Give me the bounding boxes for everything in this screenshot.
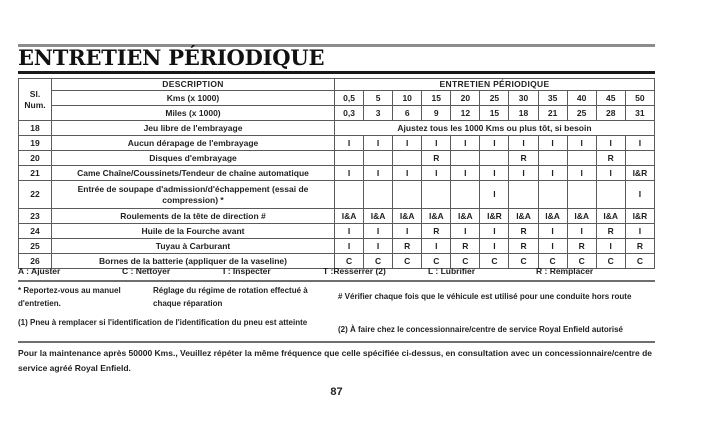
table-row [19, 151, 655, 166]
row-interval-cell: I [480, 239, 509, 254]
row-interval-cell: I [480, 181, 509, 209]
row-interval-cell: I [364, 224, 393, 239]
interval-value: 6 [393, 106, 422, 121]
row-interval-cell: I [451, 136, 480, 151]
unit-label: Miles (x 1000) [52, 106, 335, 121]
interval-value: 30 [509, 91, 538, 106]
row-description: Bornes de la batterie (appliquer de la vaseline) [52, 254, 335, 269]
interval-value: 35 [538, 91, 567, 106]
row-interval-cell: I [393, 224, 422, 239]
row-interval-cell: I&A [509, 209, 538, 224]
row-interval-cell: I [422, 239, 451, 254]
interval-value: 45 [596, 91, 625, 106]
row-interval-cell [567, 151, 596, 166]
row-interval-cell: I [538, 136, 567, 151]
table-row [19, 121, 655, 136]
row-interval-cell: I [364, 239, 393, 254]
row-interval-cell [625, 151, 654, 166]
row-interval-cell [451, 181, 480, 209]
row-interval-cell: R [596, 224, 625, 239]
row-interval-cell [335, 151, 364, 166]
row-interval-cell: I [596, 166, 625, 181]
interval-value: 15 [480, 106, 509, 121]
row-interval-cell: C [509, 254, 538, 269]
row-sl-num: 24 [19, 224, 52, 239]
interval-value: 50 [625, 91, 654, 106]
row-interval-cell: I [538, 224, 567, 239]
row-interval-cell [364, 181, 393, 209]
footnotes-bottom-rule [18, 341, 655, 343]
page-title: ENTRETIEN PÉRIODIQUE [18, 45, 325, 70]
row-interval-cell: R [422, 224, 451, 239]
row-description: Jeu libre de l'embrayage [52, 121, 335, 136]
row-interval-cell: C [393, 254, 422, 269]
row-description: Entrée de soupape d'admission/d'échappement (essai de compression) * [52, 181, 335, 209]
table-row [19, 239, 655, 254]
row-interval-cell: R [509, 239, 538, 254]
row-sl-num: 20 [19, 151, 52, 166]
footnote-asterisk: * Reportez-vous au manuel d'entretien. [18, 286, 121, 308]
row-interval-cell: I [567, 224, 596, 239]
interval-value: 25 [567, 106, 596, 121]
row-interval-cell: R [567, 239, 596, 254]
column-header-description: DESCRIPTION [52, 79, 335, 91]
legend-item-2: I : Inspecter [223, 266, 271, 276]
row-interval-cell: R [625, 239, 654, 254]
row-interval-cell: I [567, 166, 596, 181]
row-interval-cell [480, 151, 509, 166]
footnote-1: (1) Pneu à remplacer si l'identification de l'identification du pneu est atteinte [18, 318, 308, 327]
row-interval-cell: I&A [393, 209, 422, 224]
row-interval-cell: I [480, 224, 509, 239]
row-interval-cell: C [567, 254, 596, 269]
periodic-maintenance-table [18, 78, 655, 269]
row-interval-cell: R [509, 151, 538, 166]
legend-row [18, 264, 655, 280]
legend-item-4: L : Lubrifier [428, 266, 476, 276]
row-interval-cell [538, 181, 567, 209]
interval-value: 40 [567, 91, 596, 106]
row-sl-num: 23 [19, 209, 52, 224]
table-row [19, 181, 655, 209]
row-sl-num: 18 [19, 121, 52, 136]
table-row [19, 136, 655, 151]
row-interval-cell: I [451, 166, 480, 181]
row-interval-cell: C [538, 254, 567, 269]
row-interval-cell: I&A [538, 209, 567, 224]
row-interval-cell: R [393, 239, 422, 254]
row-interval-cell [567, 181, 596, 209]
row-interval-cell: I&A [451, 209, 480, 224]
interval-value: 25 [480, 91, 509, 106]
row-interval-cell: I [625, 136, 654, 151]
row-description: Disques d'embrayage [52, 151, 335, 166]
interval-value: 12 [451, 106, 480, 121]
row-interval-cell: I [393, 136, 422, 151]
row-interval-cell: I&A [567, 209, 596, 224]
interval-value: 9 [422, 106, 451, 121]
row-interval-cell: I [422, 166, 451, 181]
interval-value: 5 [364, 91, 393, 106]
row-interval-cell: C [335, 254, 364, 269]
row-interval-cell: I [625, 224, 654, 239]
column-header-sl-num: Sl. Num. [19, 79, 52, 121]
row-interval-cell: C [596, 254, 625, 269]
row-interval-cell: I [335, 166, 364, 181]
row-interval-cell: I [393, 166, 422, 181]
row-interval-cell: I&R [625, 209, 654, 224]
row-interval-cell: C [364, 254, 393, 269]
interval-value: 21 [538, 106, 567, 121]
row-interval-cell: C [625, 254, 654, 269]
closing-note: Pour la maintenance après 50000 Kms., Veuillez répéter la même fréquence que celle spécifiée ci-dessus, en consultation avec un concessionnaire/centre de service agréé Royal Enfield. [18, 348, 652, 373]
row-interval-cell: I&A [364, 209, 393, 224]
row-interval-cell: C [451, 254, 480, 269]
row-interval-cell: I&R [625, 166, 654, 181]
row-interval-cell: R [509, 224, 538, 239]
legend-item-5: R : Remplacer [536, 266, 594, 276]
row-interval-cell: I [538, 239, 567, 254]
interval-value: 3 [364, 106, 393, 121]
row-description: Came Chaîne/Coussinets/Tendeur de chaîne automatique [52, 166, 335, 181]
footnote-rpm: Réglage du régime de rotation effectué à chaque réparation [153, 286, 308, 308]
title-bottom-rule [18, 71, 655, 74]
row-interval-cell [393, 181, 422, 209]
footnote-2: (2) À faire chez le concessionnaire/centre de service Royal Enfield autorisé [338, 325, 623, 334]
row-interval-cell: I [480, 166, 509, 181]
interval-value: 15 [422, 91, 451, 106]
row-interval-cell [393, 151, 422, 166]
row-interval-cell: I [335, 224, 364, 239]
row-interval-cell: I [335, 136, 364, 151]
row-interval-cell [422, 181, 451, 209]
legend-item-1: C : Nettoyer [122, 266, 171, 276]
row-sl-num: 19 [19, 136, 52, 151]
unit-row-kms [19, 91, 655, 106]
row-interval-cell: I [596, 136, 625, 151]
row-interval-cell: I [364, 166, 393, 181]
table-row [19, 209, 655, 224]
row-interval-cell [451, 151, 480, 166]
column-header-periodic-maintenance: ENTRETIEN PÉRIODIQUE [335, 79, 655, 91]
row-interval-cell: I [509, 166, 538, 181]
interval-value: 0,5 [335, 91, 364, 106]
legend-item-3: T :Resserrer (2) [323, 266, 386, 276]
row-interval-cell: R [451, 239, 480, 254]
interval-value: 18 [509, 106, 538, 121]
unit-label: Kms (x 1000) [52, 91, 335, 106]
row-interval-cell: R [422, 151, 451, 166]
row-interval-cell [538, 151, 567, 166]
interval-value: 0,3 [335, 106, 364, 121]
row-interval-cell [596, 181, 625, 209]
row-interval-cell: I [625, 181, 654, 209]
row-interval-cell: C [422, 254, 451, 269]
row-interval-cell: I [596, 239, 625, 254]
row-sl-num: 22 [19, 181, 52, 209]
row-interval-cell [364, 151, 393, 166]
row-sl-num: 21 [19, 166, 52, 181]
legend-item-0: A : Ajuster [18, 266, 61, 276]
interval-value: 10 [393, 91, 422, 106]
row-description: Roulements de la tête de direction # [52, 209, 335, 224]
table-header-row [19, 79, 655, 91]
row-interval-cell: I [422, 136, 451, 151]
table-row [19, 166, 655, 181]
row-description: Tuyau à Carburant [52, 239, 335, 254]
row-interval-cell: C [480, 254, 509, 269]
unit-row-miles [19, 106, 655, 121]
row-interval-cell [335, 181, 364, 209]
row-interval-cell [509, 181, 538, 209]
row-interval-cell: R [596, 151, 625, 166]
row-description: Huile de la Fourche avant [52, 224, 335, 239]
row-sl-num: 26 [19, 254, 52, 269]
interval-value: 28 [596, 106, 625, 121]
row-sl-num: 25 [19, 239, 52, 254]
row-interval-cell: I [335, 239, 364, 254]
row-interval-cell: I [451, 224, 480, 239]
interval-value: 31 [625, 106, 654, 121]
row-interval-cell: I [509, 136, 538, 151]
row-description: Aucun dérapage de l'embrayage [52, 136, 335, 151]
legend-bottom-rule [18, 280, 655, 282]
row-interval-cell: I&A [596, 209, 625, 224]
row-interval-cell: I [538, 166, 567, 181]
table-row [19, 224, 655, 239]
row-interval-cell: I [364, 136, 393, 151]
footnote-hash: # Vérifier chaque fois que le véhicule est utilisé pour une conduite hors route [338, 292, 632, 301]
row-interval-cell: I&A [422, 209, 451, 224]
row-interval-cell: I [567, 136, 596, 151]
row-interval-cell: I&R [480, 209, 509, 224]
row-interval-cell: I [480, 136, 509, 151]
page-number: 87 [330, 386, 343, 398]
interval-value: 20 [451, 91, 480, 106]
row-merged-note: Ajustez tous les 1000 Kms ou plus tôt, si besoin [335, 121, 655, 136]
row-interval-cell: I&A [335, 209, 364, 224]
